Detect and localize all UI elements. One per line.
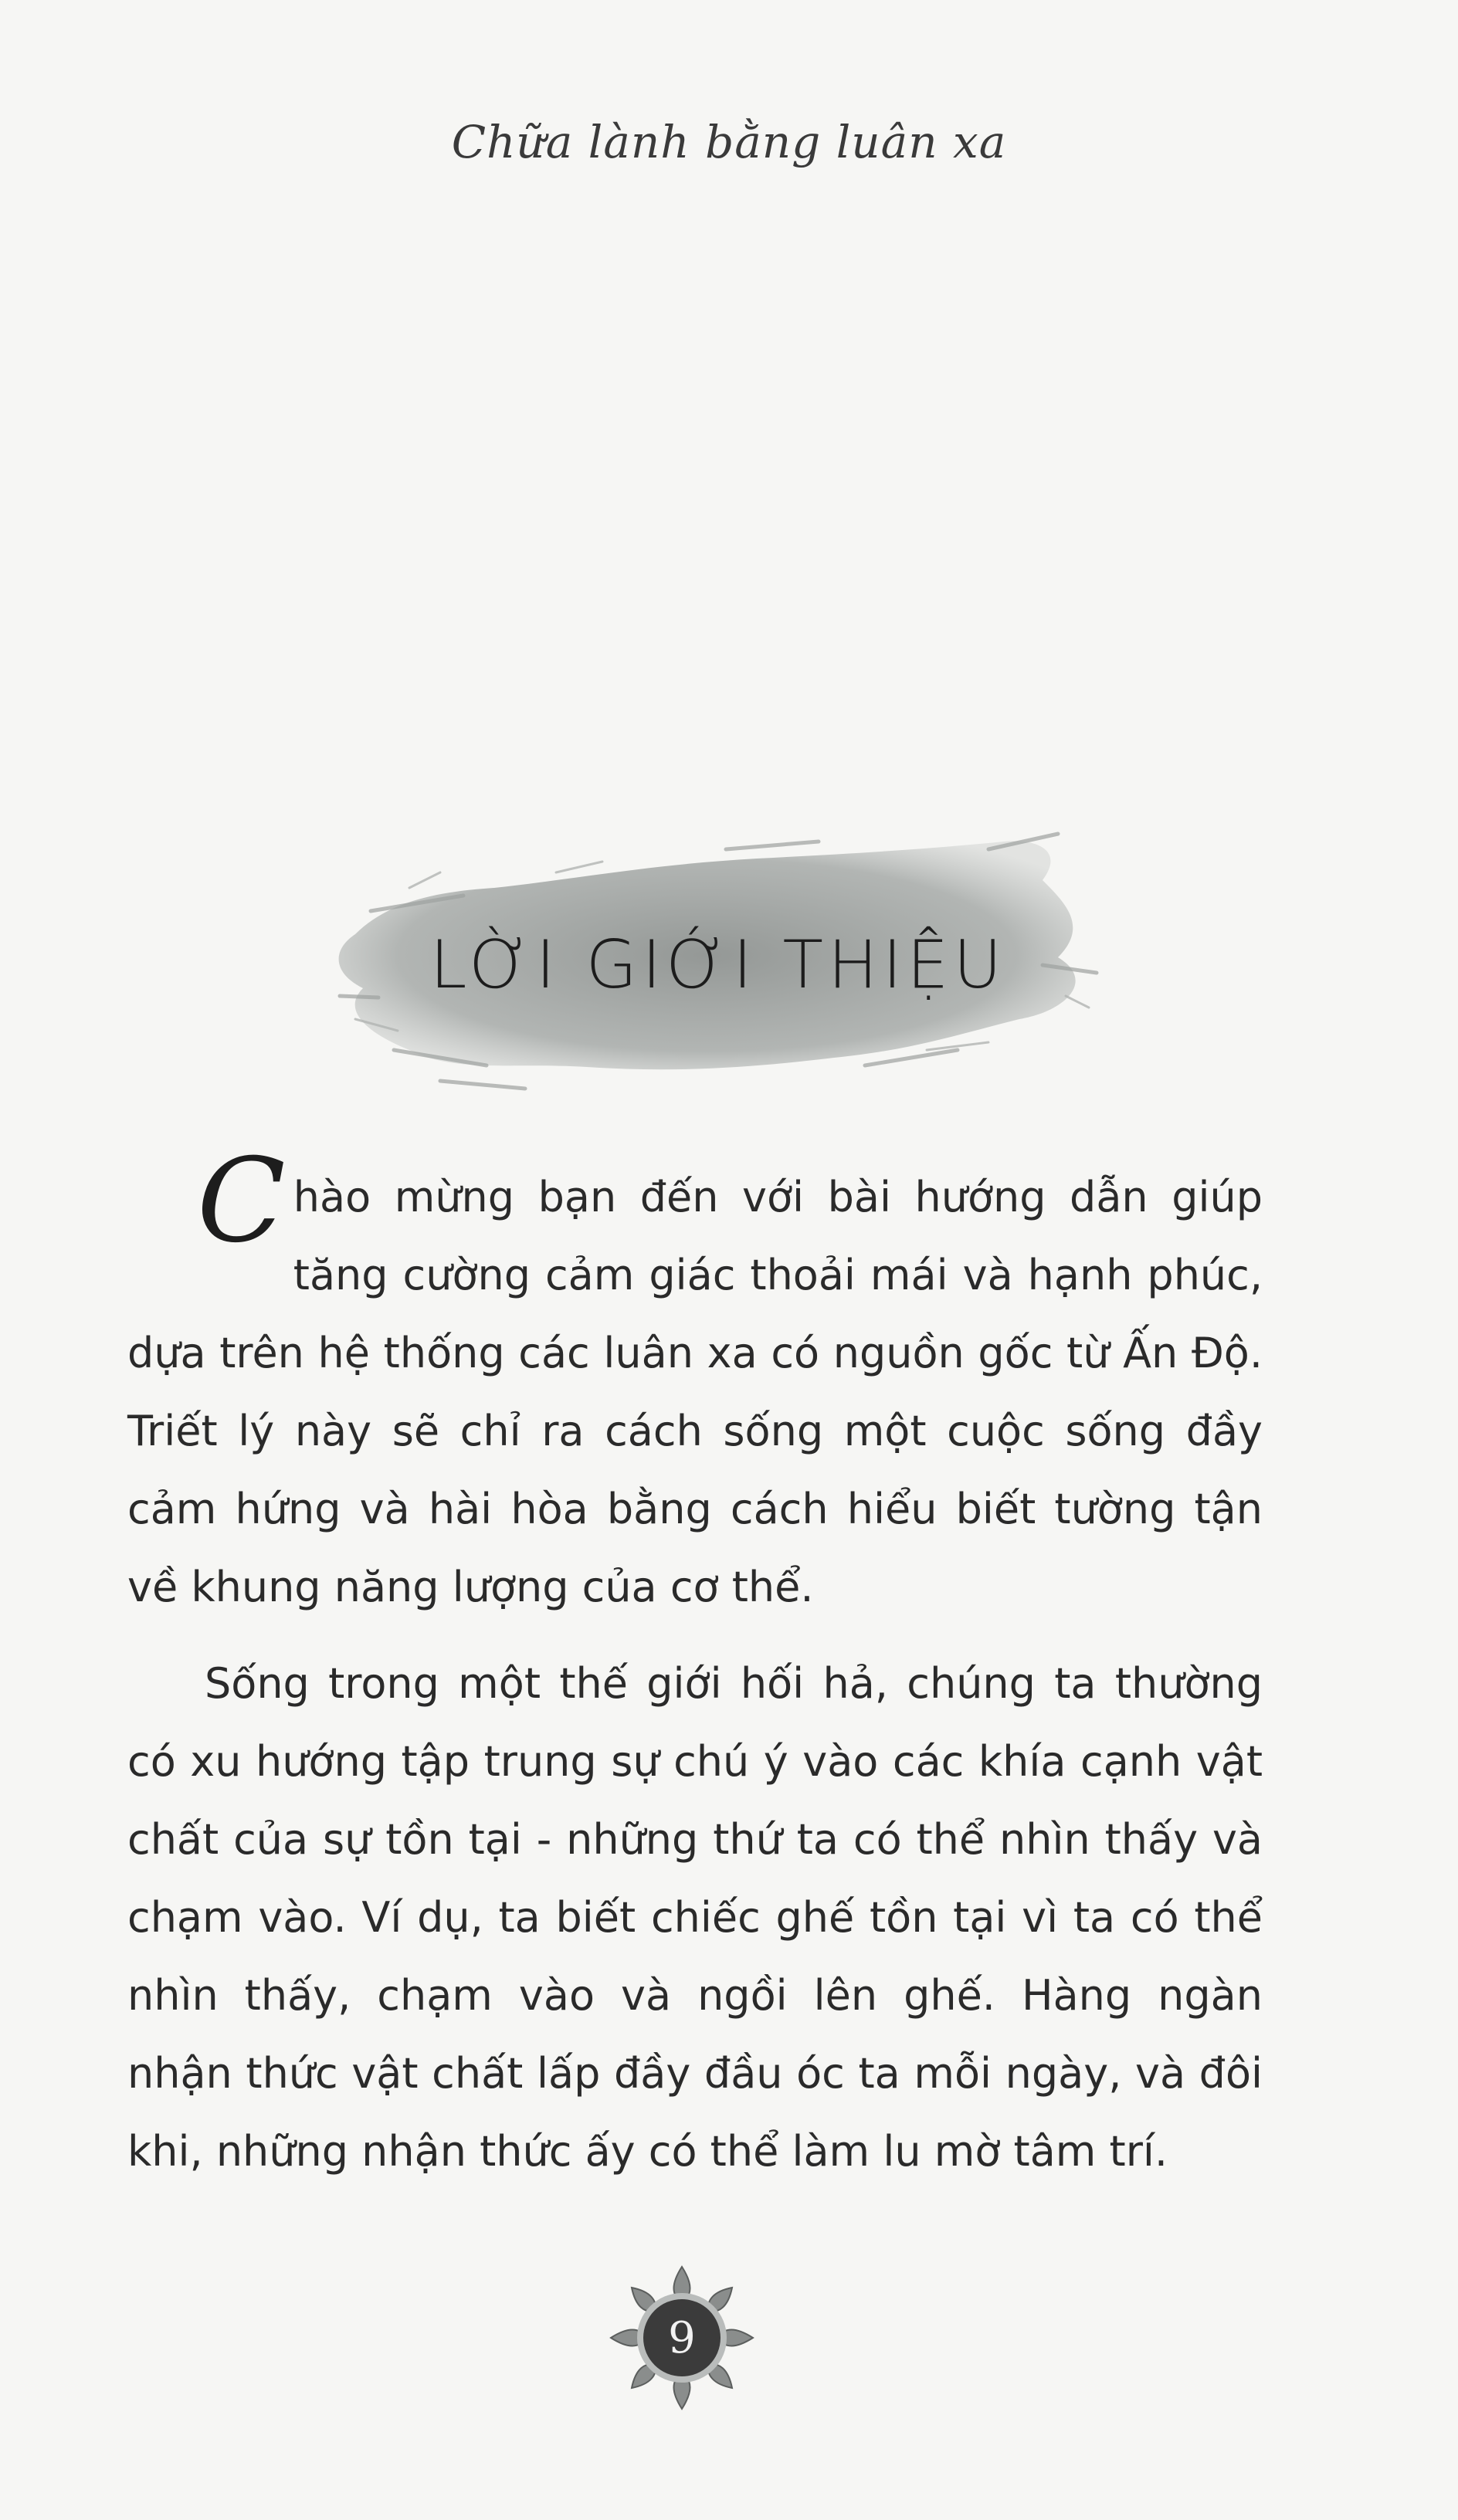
paragraph-1 xyxy=(127,1134,1263,1626)
page-number: 9 xyxy=(668,2312,696,2363)
page-number-badge xyxy=(605,2261,759,2415)
drop-cap: C xyxy=(197,1134,286,1268)
chapter-title-block xyxy=(324,818,1104,1112)
body-text xyxy=(127,1134,1263,2209)
running-header: Chữa lành bằng luân xa xyxy=(451,116,1007,168)
chapter-title: LỜI GIỚI THIỆU xyxy=(429,926,1007,1004)
paragraph-2: Sống trong một thế giới hối hả, chúng ta thường có xu hướng tập trung sự chú ý vào các khía cạnh vật chất của sự tồn tại - những thứ ta có thể nhìn thấy và chạm vào. Ví dụ, ta biết chiếc ghế tồn tại vì ta có thể nhìn thấy, chạm vào và ngồi lên ghế. Hàng ngàn nhận thức vật chất lấp đầy đầu óc ta mỗi ngày, và đôi khi, những nhận thức ấy có thể làm lu mờ tâm trí. xyxy=(127,1659,1263,2176)
paragraph-1-text: hào mừng bạn đến với bài hướng dẫn giúp tăng cường cảm giác thoải mái và hạnh phúc, dựa trên hệ thống các luân xa có nguồn gốc từ Ấn Độ. Triết lý này sẽ chỉ ra cách sống một cuộc sống đầy cảm hứng và hài hòa bằng cách hiểu biết tường tận về khung năng lượng của cơ thể. xyxy=(127,1173,1263,1611)
